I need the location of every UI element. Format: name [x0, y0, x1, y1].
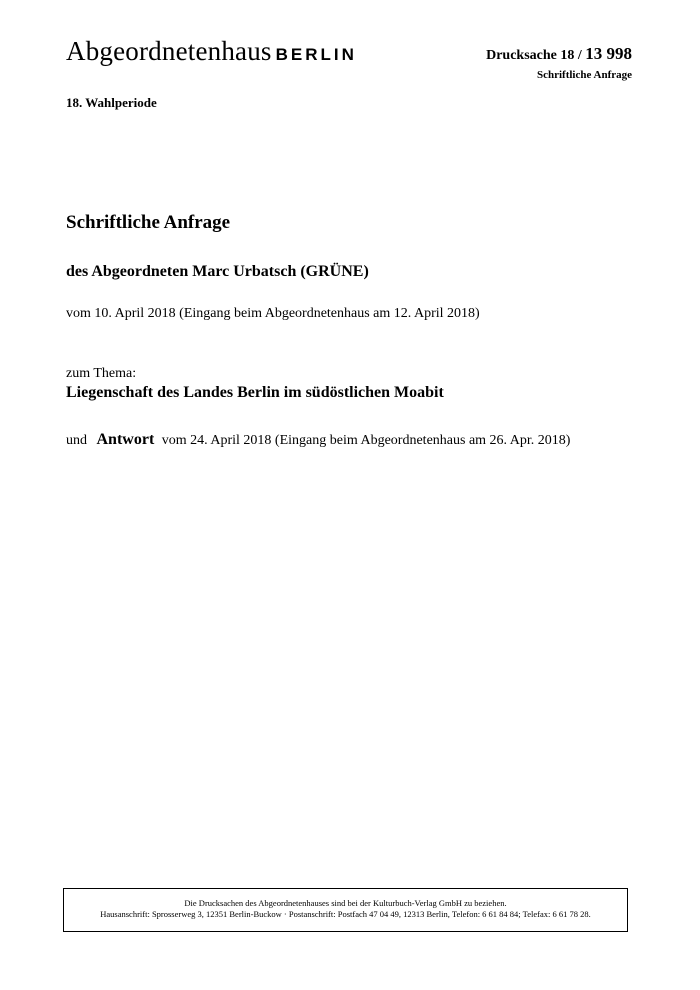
author-line: des Abgeordneten Marc Urbatsch (GRÜNE) [66, 263, 369, 280]
answer-bold: Antwort [96, 431, 155, 448]
doc-type: Schriftliche Anfrage [536, 69, 632, 81]
answer-rest: vom 24. April 2018 (Eingang beim Abgeordnetenhaus am 26. Apr. 2018) [161, 433, 571, 448]
footer-box [63, 888, 628, 932]
logo-city: BERLIN [275, 45, 357, 64]
answer-prefix: und [66, 433, 87, 448]
date-line: vom 10. April 2018 (Eingang beim Abgeordnetenhaus am 12. April 2018) [66, 306, 480, 321]
wahlperiode: 18. Wahlperiode [66, 95, 157, 110]
footer-line-1: Die Drucksachen des Abgeordnetenhauses sind bei der Kulturbuch-Verlag GmbH zu beziehen. [184, 898, 507, 908]
topic-title: Liegenschaft des Landes Berlin im südöstlichen Moabit [66, 384, 444, 401]
drucksache-label: Drucksache 18 / [486, 48, 582, 63]
drucksache-block [486, 44, 632, 81]
topic-label: zum Thema: [66, 366, 137, 381]
footer-line-2: Hausanschrift: Sprosserweg 3, 12351 Berlin-Buckow · Postanschrift: Postfach 47 04 49, 12313 Berlin, Telefon: 6 61 84 84; Telefax: 6 61 78 28. [100, 909, 591, 919]
logo [66, 36, 357, 67]
drucksache-number: 13 998 [585, 44, 632, 63]
drucksache-number-line [486, 44, 632, 64]
logo-word: Abgeordnetenhaus [66, 36, 272, 66]
answer-line [66, 431, 570, 449]
page-title: Schriftliche Anfrage [66, 212, 231, 233]
